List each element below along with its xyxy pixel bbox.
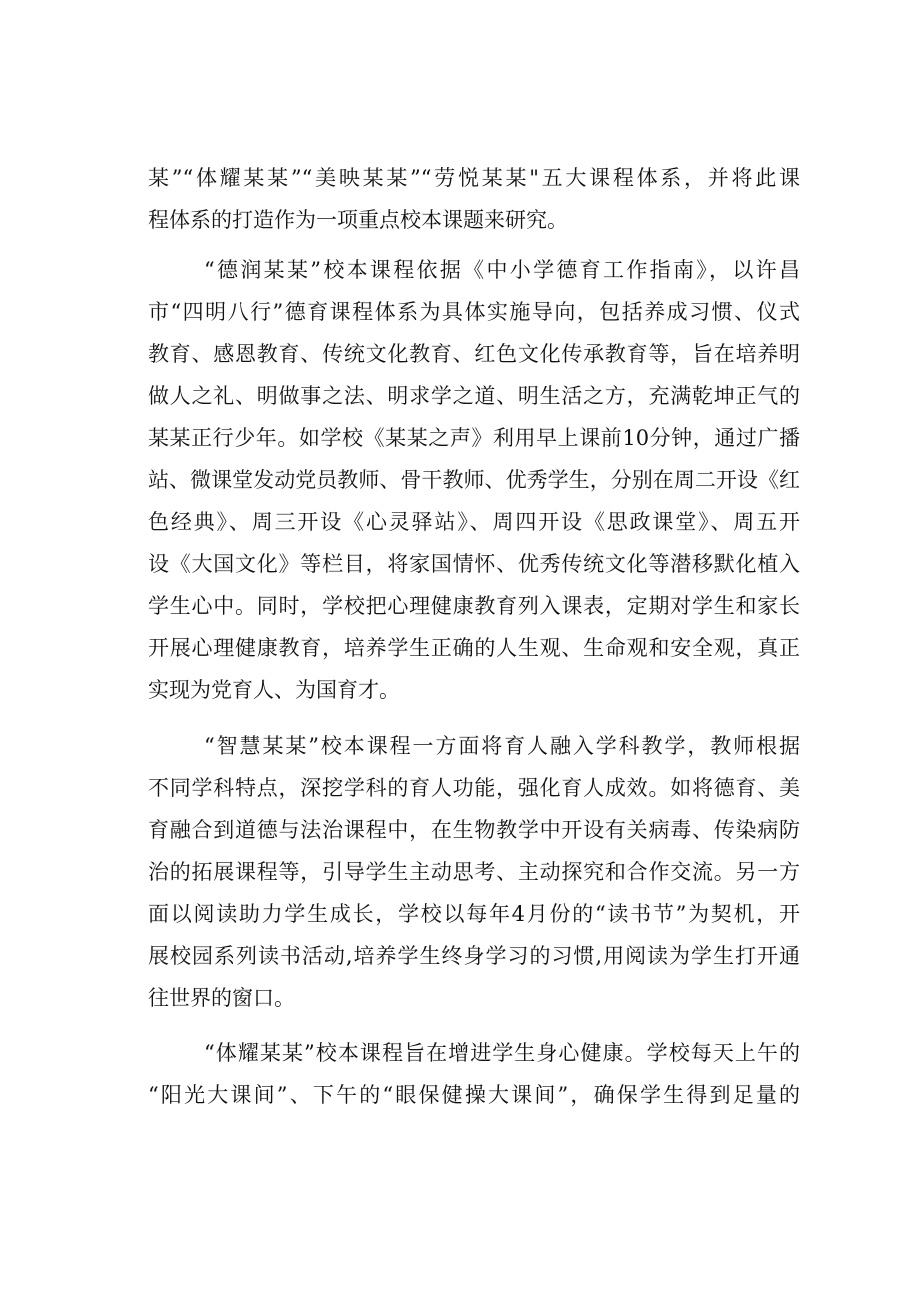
paragraph-derun-course: [148, 249, 800, 711]
text-line: 学生心中。同时，学校把心理健康教育列入课表，定期对学生和家长: [148, 594, 800, 618]
text-line: 色经典》、周三开设《心灵驿站》、周四开设《思政课堂》、周五开: [148, 510, 800, 534]
text-line: 治的拓展课程等，引导学生主动思考、主动探究和合作交流。另一方: [148, 860, 800, 884]
text-line: 某某正行少年。如学校《某某之声》利用早上课前10分钟，通过广播: [148, 426, 800, 450]
text-line: “德润某某”校本课程依据《中小学德育工作指南》，以许昌: [204, 258, 800, 282]
text-line: 设《大国文化》等栏目，将家国情怀、优秀传统文化等潜移默化植入: [148, 552, 800, 576]
text-line: 往世界的窗口。: [148, 986, 295, 1010]
text-line: 不同学科特点，深挖学科的育人功能，强化育人成效。如将德育、美: [148, 776, 800, 800]
text-line: “阳光大课间”、下午的“眼保健操大课间”，确保学生得到足量的: [148, 1083, 800, 1107]
text-line: 实现为党育人、为国育才。: [148, 678, 400, 702]
text-line: “智慧某某”校本课程一方面将育人融入学科教学，教师根据: [204, 734, 800, 758]
text-line: 做人之礼、明做事之法、明求学之道、明生活之方，充满乾坤正气的: [148, 384, 800, 408]
document-body: [148, 157, 800, 1116]
paragraph-tiyao-course: [148, 1032, 800, 1116]
text-line: 程体系的打造作为一项重点校本课题来研究。: [148, 208, 568, 232]
text-line: 育融合到道德与法治课程中，在生物教学中开设有关病毒、传染病防: [148, 818, 800, 842]
text-line: 面以阅读助力学生成长，学校以每年4月份的“读书节”为契机，开: [148, 902, 800, 926]
text-line: 某”“体耀某某”“美映某某”“劳悦某某"五大课程体系，并将此课: [148, 166, 800, 190]
text-line: 站、微课堂发动党员教师、骨干教师、优秀学生，分别在周二开设《红: [148, 468, 800, 492]
text-line: 教育、感恩教育、传统文化教育、红色文化传承教育等，旨在培养明: [148, 342, 800, 366]
text-line: 市“四明八行”德育课程体系为具体实施导向，包括养成习惯、仪式: [148, 300, 800, 324]
paragraph-course-systems: [148, 157, 800, 241]
paragraph-zhihui-course: [148, 725, 800, 1019]
text-line: 开展心理健康教育，培养学生正确的人生观、生命观和安全观，真正: [148, 636, 800, 660]
text-line: 展校园系列读书活动,培养学生终身学习的习惯,用阅读为学生打开通: [148, 944, 800, 968]
text-line: “体耀某某”校本课程旨在增进学生身心健康。学校每天上午的: [204, 1041, 800, 1065]
